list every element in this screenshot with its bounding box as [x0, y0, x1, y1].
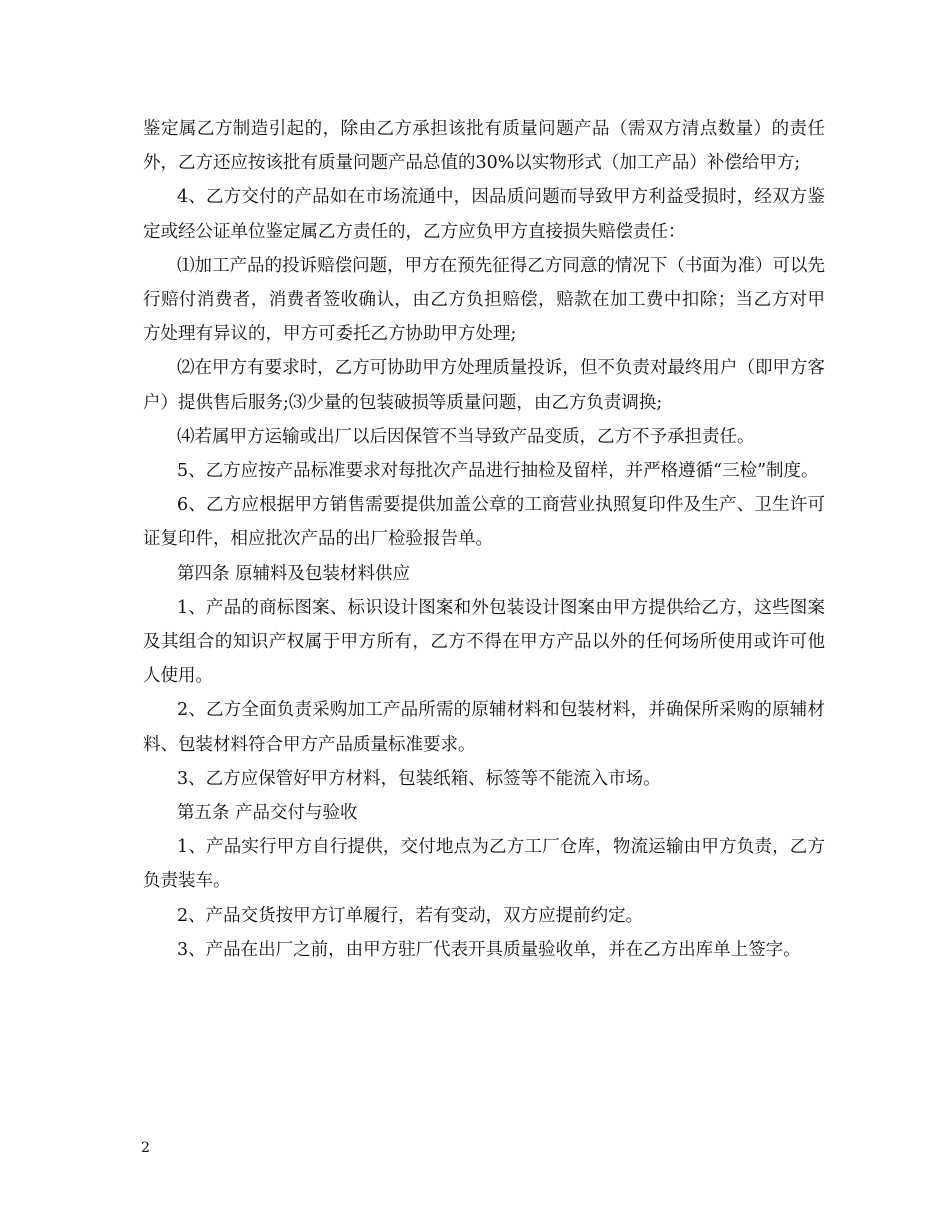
paragraph-article-5-clause-2: 2、产品交货按甲方订单履行，若有变动，双方应提前约定。	[177, 905, 644, 926]
paragraph-continuation: 鉴定属乙方制造引起的，除由乙方承担该批有质量问题产品（需双方清点数量）的责任外，乙方还应按该批有质量问题产品总值的30%以实物形式（加工产品）补偿给甲方;	[143, 119, 825, 174]
document-body	[143, 112, 825, 967]
paragraph-article-4-clause-1: 1、产品的商标图案、标识设计图案和外包装设计图案由甲方提供给乙方，这些图案及其组合的知识产权属于甲方所有，乙方不得在甲方产品以外的任何场所使用或许可他人使用。	[143, 597, 825, 687]
paragraph-article-4-clause-2: 2、乙方全面负责采购加工产品所需的原辅材料和包装材料，并确保所采购的原辅材料、包装材料符合甲方产品质量标准要求。	[143, 700, 825, 755]
paragraph-article-5-clause-3: 3、产品在出厂之前，由甲方驻厂代表开具质量验收单，并在乙方出库单上签字。	[177, 939, 801, 960]
paragraph-item-2-3: ⑵在甲方有要求时，乙方可协助甲方处理质量投诉，但不负责对最终用户（即甲方客户）提供售后服务;⑶少量的包装破损等质量问题，由乙方负责调换;	[143, 358, 825, 413]
paragraph-item-4: ⑷若属甲方运输或出厂以后因保管不当导致产品变质，乙方不予承担责任。	[177, 426, 755, 447]
paragraph-item-1: ⑴加工产品的投诉赔偿问题，甲方在预先征得乙方同意的情况下（书面为准）可以先行赔付消费者，消费者签收确认，由乙方负担赔偿，赔款在加工费中扣除；当乙方对甲方处理有异议的，甲方可委托乙方协助甲方处理;	[143, 255, 825, 345]
section-heading-article-5: 第五条 产品交付与验收	[177, 803, 358, 824]
paragraph-clause-4: 4、乙方交付的产品如在市场流通中，因品质问题而导致甲方利益受损时，经双方鉴定或经公证单位鉴定属乙方责任的，乙方应负甲方直接损失赔偿责任：	[143, 187, 825, 242]
paragraph-article-5-clause-1: 1、产品实行甲方自行提供，交付地点为乙方工厂仓库，物流运输由甲方负责，乙方负责装车。	[143, 837, 825, 892]
page-number: 2	[141, 1140, 150, 1156]
paragraph-clause-5: 5、乙方应按产品标准要求对每批次产品进行抽检及留样，并严格遵循“三检”制度。	[177, 461, 819, 482]
section-heading-article-4: 第四条 原辅料及包装材料供应	[177, 563, 411, 584]
paragraph-clause-6: 6、乙方应根据甲方销售需要提供加盖公章的工商营业执照复印件及生产、卫生许可证复印件，相应批次产品的出厂检验报告单。	[143, 495, 825, 550]
paragraph-article-4-clause-3: 3、乙方应保管好甲方材料，包装纸箱、标签等不能流入市场。	[177, 768, 661, 789]
